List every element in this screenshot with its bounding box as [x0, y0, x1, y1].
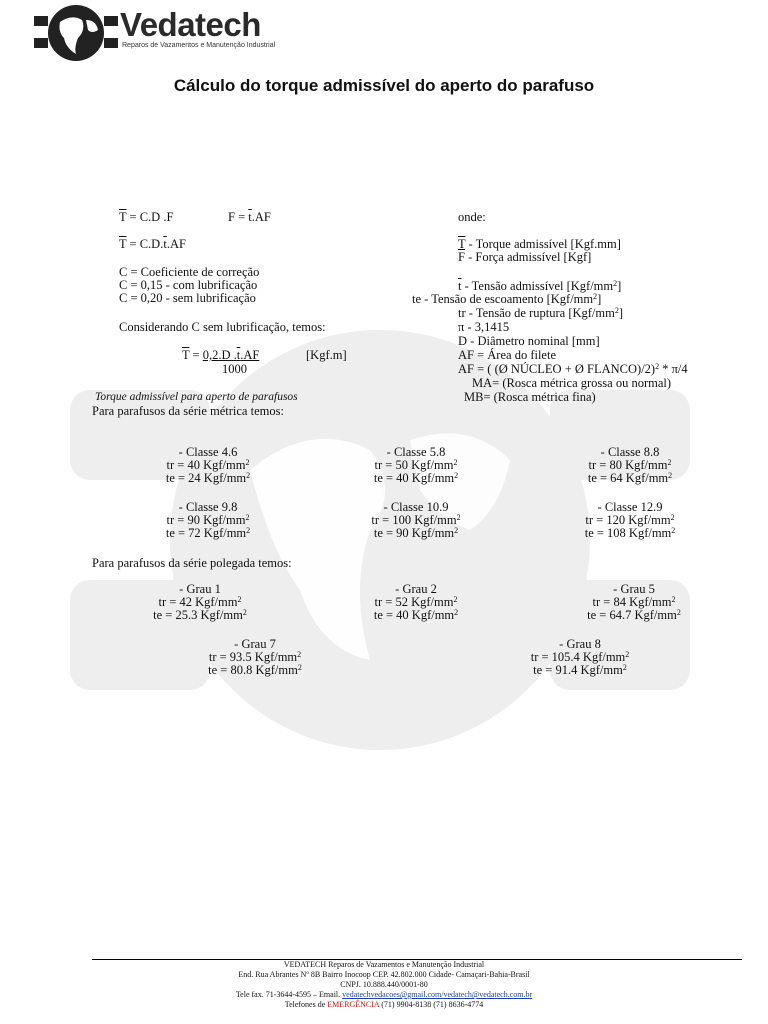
torque-denominator: 1000: [222, 362, 247, 376]
spec-te: te = 90 Kgf/$mm^2$: [373, 526, 459, 540]
spec-te: te = 25.3 Kgf/$mm^2$: [153, 608, 247, 622]
section-caption: Torque admissível para aperto de parafusos: [95, 391, 298, 403]
def-torque: $\overline{T}$ - Torque admissível [Kgf.mm]: [458, 237, 621, 251]
formula-T: $\overline{T} = C.D$ .F: [119, 210, 174, 224]
considering-text: Considerando C sem lubrificação, temos:: [119, 320, 326, 334]
spec-name: - Classe 4.6: [178, 445, 238, 459]
def-tension: $\overline{t}$ - Tensão admissível $[Kgf/mm^2]$: [458, 279, 622, 293]
onde-label: onde:: [458, 210, 486, 224]
T-symbol: $\overline{T}$: [119, 210, 127, 224]
def-area-formula: AF = ( (Ø NÚCLEO + Ø FLANCO)/2)$^2$ * π/4: [458, 362, 688, 376]
def-yield: te - Tensão de escoamento $[Kgf/mm^2]$: [412, 292, 602, 306]
spec-tr: tr = 93.5 Kgf/$mm^2$: [208, 650, 302, 664]
metric-intro: Para parafusos da série métrica temos:: [92, 404, 284, 418]
brand-tagline: Reparos de Vazamentos e Manutenção Industrial: [122, 42, 276, 49]
torque-fraction: $\overline{T} = 0,2.D$ .t.AF: [182, 348, 260, 362]
def-area: AF = Área do filete: [458, 348, 556, 362]
spec-te: te = 64 Kgf/$mm^2$: [587, 471, 673, 485]
spec-tr: tr = 90 Kgf/$mm^2$: [166, 513, 250, 527]
spec-te: te = 64.7 Kgf/$mm^2$: [587, 608, 681, 622]
coef-dry: C = 0,20 - sem lubrificação: [119, 291, 256, 305]
def-rupture: tr - Tensão de ruptura $[Kgf/mm^2]$: [458, 306, 624, 320]
spec-name: - Classe 12.9: [597, 500, 663, 514]
spec-te: te = 108 Kgf/$mm^2$: [584, 526, 676, 540]
spec-tr: tr = 80 Kgf/$mm^2$: [588, 458, 672, 472]
spec-name: - Classe 10.9: [383, 500, 449, 514]
footer-address: End. Rua Abrantes Nº 8B Bairro Inocoop CEP. 42.802.000 Cidade- Camaçari-Bahia-Brasil: [238, 970, 530, 979]
spec-name: - Grau 5: [613, 582, 655, 596]
def-pi: π - 3,1415: [458, 320, 510, 334]
page-title: Cálculo do torque admissível do aperto do parafuso: [173, 76, 595, 95]
spec-tr: tr = 50 Kgf/$mm^2$: [374, 458, 458, 472]
inch-intro: Para parafusos da série polegada temos:: [92, 556, 292, 570]
footer-emergency: Telefones de EMERGÊNCIA (71) 9904-8138 (71) 8636-4774: [284, 1000, 484, 1009]
spec-te: te = 40 Kgf/$mm^2$: [373, 608, 459, 622]
spec-name: - Classe 8.8: [600, 445, 660, 459]
spec-tr: tr = 42 Kgf/$mm^2$: [158, 595, 242, 609]
formula-F: $F = \overline{t}.AF$: [228, 210, 271, 224]
spec-te: te = 80.8 Kgf/$mm^2$: [208, 663, 302, 677]
spec-name: - Classe 9.8: [178, 500, 238, 514]
def-mb: MB= (Rosca métrica fina): [464, 390, 596, 404]
footer-cnpj: CNPJ. 10.888.440/0001-80: [340, 980, 428, 989]
def-diameter: D - Diâmetro nominal [mm]: [458, 334, 600, 348]
torque-unit: [Kgf.m]: [306, 348, 347, 362]
spec-tr: tr = 84 Kgf/$mm^2$: [592, 595, 676, 609]
spec-tr: tr = 105.4 Kgf/$mm^2$: [530, 650, 630, 664]
spec-name: - Grau 8: [559, 637, 601, 651]
spec-tr: tr = 100 Kgf/$mm^2$: [371, 513, 461, 527]
footer-company: VEDATECH Reparos de Vazamentos e Manutenção Industrial: [283, 960, 485, 969]
spec-te: te = 24 Kgf/$mm^2$: [165, 471, 251, 485]
brand-name: Vedatech: [120, 6, 261, 43]
spec-name: - Grau 2: [395, 582, 437, 596]
vedatech-logo: [34, 4, 118, 62]
coef-lubricated: C = 0,15 - com lubrificação: [119, 278, 258, 292]
def-force: $\overline{F}$ - Força admissível [Kgf]: [458, 250, 592, 264]
coef-definition: C = Coeficiente de correção: [119, 265, 260, 279]
spec-tr: tr = 52 Kgf/$mm^2$: [374, 595, 458, 609]
spec-name: - Grau 1: [179, 582, 221, 596]
spec-tr: tr = 120 Kgf/$mm^2$: [585, 513, 675, 527]
spec-te: te = 72 Kgf/$mm^2$: [165, 526, 251, 540]
spec-te: te = 40 Kgf/$mm^2$: [373, 471, 459, 485]
def-ma: MA= (Rosca métrica grossa ou normal): [472, 376, 672, 390]
formula-T-expanded: $\overline{T} = C.D.\overline{t}.AF$: [119, 237, 186, 251]
footer-contact: Tele fax. 71-3644-4595 – Email. vedatechvedacoes@gmail.com/vedatech@vedatech.com.br: [235, 990, 533, 999]
spec-name: - Grau 7: [234, 637, 276, 651]
footer-email-link[interactable]: vedatechvedacoes@gmail.com/vedatech@vedatech.com.br: [342, 990, 533, 999]
spec-tr: tr = 40 Kgf/$mm^2$: [166, 458, 250, 472]
spec-name: - Classe 5.8: [386, 445, 446, 459]
spec-te: te = 91.4 Kgf/$mm^2$: [533, 663, 627, 677]
